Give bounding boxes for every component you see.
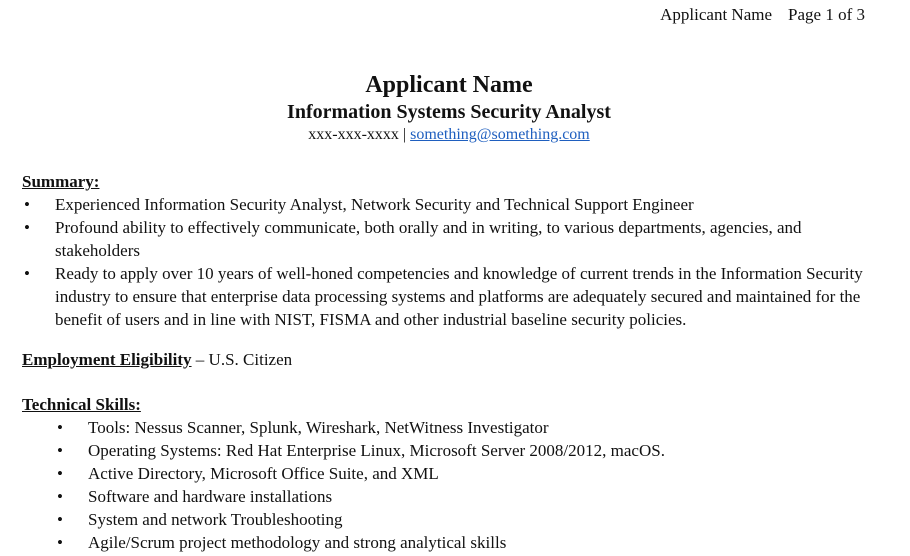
skill-item [22, 485, 887, 508]
skill-item-text: Software and hardware installations [88, 487, 333, 506]
page-header [660, 5, 865, 25]
job-title: Information Systems Security Analyst [287, 101, 611, 123]
summary-item [22, 262, 887, 331]
resume-title-block [0, 70, 898, 146]
skill-item-text: Tools: Nessus Scanner, Splunk, Wireshark, NetWitness Investigator [88, 418, 549, 437]
skill-item-text: System and network Troubleshooting [88, 510, 343, 529]
bullet-icon: • [24, 195, 30, 214]
skill-item-text: Operating Systems: Red Hat Enterprise Linux, Microsoft Server 2008/2012, macOS. [88, 441, 665, 460]
skills-heading: Technical Skills: [22, 395, 141, 414]
eligibility-value: – U.S. Citizen [191, 350, 293, 369]
bullet-icon: • [57, 510, 63, 529]
applicant-name: Applicant Name [365, 72, 533, 98]
summary-item-text: Profound ability to effectively communicate, both orally and in writing, to various departments, agencies, and stakeholders [55, 218, 802, 260]
skill-item-text: Agile/Scrum project methodology and strong analytical skills [88, 533, 507, 552]
skill-item [22, 416, 887, 439]
summary-item-text: Ready to apply over 10 years of well-honed competencies and knowledge of current trends in the Information Security industry to ensure that enterprise data processing systems and platforms are adequately secured and maintained for the benefit of users and in line with NIST, FISMA and other industrial baseline security policies. [55, 264, 863, 329]
contact-separator: | [398, 126, 411, 143]
skill-item-text: Active Directory, Microsoft Office Suite, and XML [88, 464, 439, 483]
skill-item [22, 508, 887, 531]
summary-item [22, 193, 887, 216]
summary-heading: Summary: [22, 172, 100, 191]
bullet-icon: • [57, 441, 63, 460]
bullet-icon: • [57, 464, 63, 483]
bullet-icon: • [57, 533, 63, 552]
bullet-icon: • [24, 218, 30, 237]
summary-section [22, 170, 887, 331]
email-link[interactable]: something@something.com [410, 126, 590, 143]
bullet-icon: • [24, 264, 30, 283]
phone-number: xxx-xxx-xxxx [308, 126, 399, 143]
bullet-icon: • [57, 487, 63, 506]
employment-eligibility-section [22, 348, 292, 371]
skill-item [22, 439, 887, 462]
eligibility-heading: Employment Eligibility [22, 350, 192, 369]
skills-list [22, 416, 887, 554]
header-applicant-name: Applicant Name [660, 5, 773, 24]
skill-item [22, 531, 887, 554]
summary-item-text: Experienced Information Security Analyst, Network Security and Technical Support Engineer [55, 195, 694, 214]
summary-item [22, 216, 887, 262]
summary-list [22, 193, 887, 331]
bullet-icon: • [57, 418, 63, 437]
technical-skills-section [22, 393, 887, 554]
skill-item [22, 462, 887, 485]
contact-line [0, 124, 898, 146]
page-number: Page 1 of 3 [788, 5, 865, 24]
